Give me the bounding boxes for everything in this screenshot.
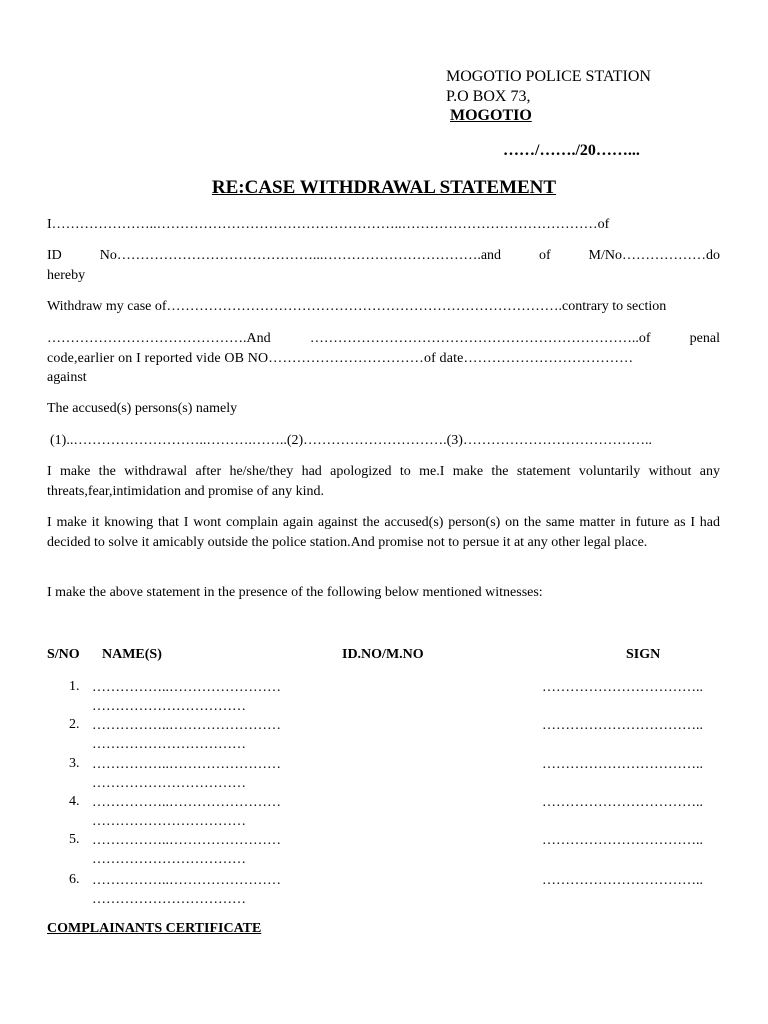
- witness-sign-blank: ……………………………..: [542, 757, 703, 772]
- witness-sign-blank: ……………………………..: [542, 795, 703, 810]
- witness-name-blank: ……………..……………………: [92, 757, 281, 772]
- row-number: 5.: [69, 832, 80, 847]
- row-number: 4.: [69, 794, 80, 809]
- complainants-certificate-heading: COMPLAINANTS CERTIFICATE: [47, 921, 262, 936]
- witness-name-blank-cont: ……………………………: [92, 814, 246, 829]
- town-name: MOGOTIO: [450, 107, 532, 124]
- witness-name-blank: ……………..……………………: [92, 833, 281, 848]
- names-header: NAME(S): [102, 647, 162, 662]
- witness-name-blank-cont: ……………………………: [92, 852, 246, 867]
- row-number: 1.: [69, 679, 80, 694]
- withdraw-line: Withdraw my case of………………………………………………………………………….contrary to section: [47, 299, 667, 314]
- against-text: against: [47, 370, 87, 385]
- no-complaint-paragraph: I make it knowing that I wont complain again against the accused(s) person(s) on the same matter in future as I had decided to solve it amicably outside the police station.And promise not to persue it at any other legal place.: [47, 515, 720, 550]
- witness-name-blank: ……………..……………………: [92, 873, 281, 888]
- of-word: of: [538, 248, 551, 263]
- witness-sign-blank: ……………………………..: [542, 833, 703, 848]
- hereby-text: hereby: [47, 268, 86, 283]
- accused-names-line: (1)..………………………..……….……..(2)………………………….(3)…………………………………..: [50, 433, 652, 448]
- sign-header: SIGN: [626, 647, 661, 662]
- witness-sign-blank: ……………………………..: [542, 680, 703, 695]
- accused-label: The accused(s) persons(s) namely: [47, 401, 238, 416]
- row-number: 6.: [69, 872, 80, 887]
- id-line: [47, 246, 720, 266]
- witness-name-blank: ……………..……………………: [92, 795, 281, 810]
- witness-name-blank-cont: ……………………………: [92, 699, 246, 714]
- name-line-text: I…………………..……………………………………………..……………………………………of: [47, 217, 610, 232]
- act-blank: ……………………………………………………………..of: [309, 331, 651, 346]
- section-line: [47, 329, 720, 349]
- mno-blank: M/No………………do: [588, 248, 720, 263]
- name-line: [47, 215, 720, 235]
- witness-name-blank: ……………..……………………: [92, 718, 281, 733]
- witnesses-intro: I make the above statement in the presence of the following below mentioned witnesses:: [47, 585, 543, 600]
- ob-number-text: code,earlier on I reported vide OB NO……………………………of date………………………………: [47, 351, 634, 366]
- id-label: ID: [47, 248, 62, 263]
- witness-sign-blank: ……………………………..: [542, 718, 703, 733]
- ob-line: [47, 349, 720, 369]
- row-number: 3.: [69, 756, 80, 771]
- sno-header: S/NO: [47, 647, 80, 662]
- po-box: P.O BOX 73,: [446, 88, 531, 105]
- penal-word: penal: [689, 331, 720, 346]
- row-number: 2.: [69, 717, 80, 732]
- witness-name-blank-cont: ……………………………: [92, 737, 246, 752]
- withdrawal-paragraph: I make the withdrawal after he/she/they had apologized to me.I make the statement voluntarily without any threats,fear,intimidation and promise of any kind.: [47, 464, 720, 499]
- id-number-blank: No……………………………………...…………………………….and: [99, 248, 502, 263]
- witness-name-blank: ……………..……………………: [92, 680, 281, 695]
- witness-sign-blank: ……………………………..: [542, 873, 703, 888]
- station-name: MOGOTIO POLICE STATION: [446, 68, 651, 85]
- document-title: RE:CASE WITHDRAWAL STATEMENT: [211, 177, 557, 198]
- section-blank: …………………………………….And: [47, 331, 271, 346]
- id-header: ID.NO/M.NO: [342, 647, 424, 662]
- witness-name-blank-cont: ……………………………: [92, 892, 246, 907]
- date-line: ……/……./20……...: [503, 142, 640, 159]
- witness-name-blank-cont: ……………………………: [92, 776, 246, 791]
